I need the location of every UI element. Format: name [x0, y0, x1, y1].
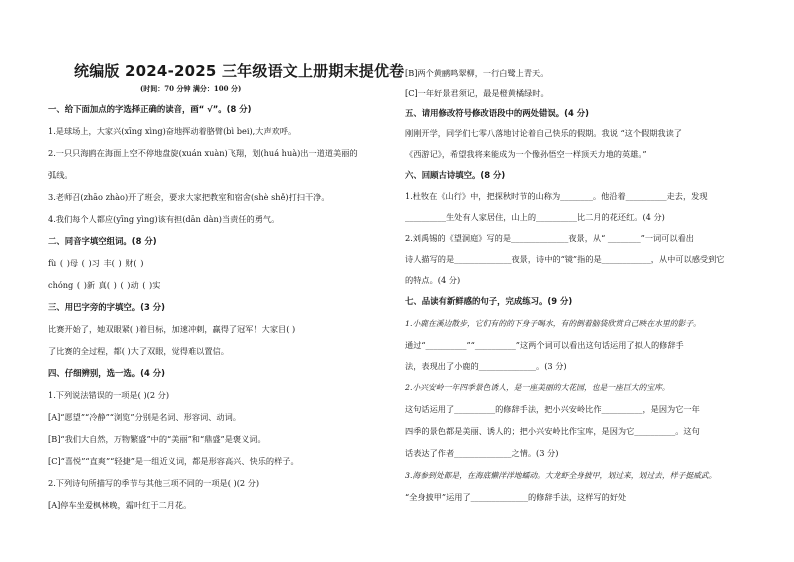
question-line: 这句话运用了__________的修辞手法，把小兴安岭比作__________，是因为它一年: [405, 404, 700, 414]
question-line: 弧线。: [48, 170, 73, 180]
question-line: 通过“__________”“__________”这两个词可以看出这句话运用了拟人的修辞手: [405, 340, 684, 350]
question-line: 1.是球场上，大家兴(xīng xìng)奋地挥动着胳臂(bì bei),大声欢呼。: [48, 126, 297, 136]
option-c: [C]“喜悦”“直爽”“轻捷”是一组近义词，都是形容高兴、快乐的样子。: [48, 456, 299, 466]
question-line: 3.老师召(zhāo zhào)开了班会，要求大家把教室和宿舍(shè shě)打扫干净。: [48, 192, 330, 202]
quoted-sentence: 1.小鹿在溪边散步，它们有的的下身子喝水，有的倒着脑袋欣赏自己映在水里的影子。: [405, 319, 701, 328]
quoted-sentence: 2.小兴安岭一年四季景色诱人，是一座美丽的大花园，也是一座巨大的宝库。: [405, 383, 670, 392]
homophone-row-chong: chóng ( )新 真( ) ( )动 ( )实: [48, 280, 161, 290]
question-line: 四季的景色都是美丽、诱人的；把小兴安岭比作宝库，是因为它__________。这句: [405, 426, 700, 436]
question-line: 话表达了作者______________之情。(3 分): [405, 448, 559, 458]
question-line: 1.下列说法错误的一项是( )(2 分): [48, 390, 170, 400]
section-6-heading: 六、回顾古诗填空。(8 分): [405, 170, 506, 180]
exam-info: (时间：70 分钟 满分：100 分): [140, 84, 242, 93]
page-title: 统编版 2024-2025 三年级语文上册期末提优卷: [74, 62, 405, 80]
question-line: 1.杜牧在《山行》中，把探秋时节的山称为________。他沿着__________走去，发现: [405, 191, 708, 201]
option-a: [A]停车坐爱枫林晚，霜叶红于二月花。: [48, 500, 192, 510]
question-line: “全身披甲”运用了______________的修辞手法，这样写的好处: [405, 492, 627, 502]
option-c: [C]一年好景君须记，最是橙黄橘绿时。: [405, 88, 549, 98]
section-3-heading: 三、用巴字旁的字填空。(3 分): [48, 302, 165, 312]
question-line: 诗人描写的是______________夜景，诗中的“镜”指的是____________，从中可以感受到它: [405, 254, 725, 264]
homophone-row-fu: fù ( )母 ( )习 丰( ) 财( ): [48, 258, 144, 268]
passage-line: 比赛开始了，她双眼紧( )着目标，加速冲刺，赢得了冠军！大家目( ): [48, 324, 296, 334]
section-1-heading: 一、给下面加点的字选择正确的读音，画“ √”。(8 分): [48, 104, 252, 114]
question-line: 2.一只只海鸥在海面上空不停地盘旋(xuán xuàn)飞翔，划(huá huà)出一道道美丽的: [48, 148, 358, 158]
option-b: [B]“我们大自然，万物繁盛”中的“美丽”和“鼎盛”是褒义词。: [48, 434, 266, 444]
section-7-heading: 七、品读有新鲜感的句子，完成练习。(9 分): [405, 296, 573, 306]
section-5-heading: 五、请用修改符号修改语段中的两处错误。(4 分): [405, 108, 589, 118]
option-a: [A]“愿望”“冷静”“浏览”分别是名词、形容词、动词。: [48, 412, 241, 422]
passage-line: 了比赛的全过程，都( )大了双眼，觉得难以置信。: [48, 346, 229, 356]
section-4-heading: 四、仔细辨别，选一选。(4 分): [48, 368, 165, 378]
question-line: 2.下列诗句所描写的季节与其他三项不同的一项是( )(2 分): [48, 478, 260, 488]
question-line: 法，表现出了小鹿的______________。(3 分): [405, 361, 567, 371]
quoted-sentence: 3.海参到处都是，在海底懒洋洋地蠕动。大龙虾全身披甲，划过来，划过去，样子挺威武。: [405, 471, 717, 480]
question-line: 的特点。(4 分): [405, 275, 461, 285]
passage-line: 刚刚开学，同学们七零八落地讨论着自己快乐的假期。我说 “这个假期我读了: [405, 128, 682, 138]
question-line: __________生处有人家居住，山上的__________比二月的花还红。(4 分): [405, 212, 665, 222]
passage-line: 《西游记》，希望我将来能成为一个像孙悟空一样顶天力地的英雄。”: [405, 149, 647, 159]
section-2-heading: 二、同音字填空组词。(8 分): [48, 236, 157, 246]
question-line: 2.刘禹锡的《望洞庭》写的是______________夜景，从“ ________”一词可以看出: [405, 233, 694, 243]
option-b: [B]两个黄鹂鸣翠柳，一行白鹭上青天。: [405, 68, 549, 78]
question-line: 4.我们每个人都应(yīng yìng)该有担(dān dàn)当责任的勇气。: [48, 214, 280, 224]
